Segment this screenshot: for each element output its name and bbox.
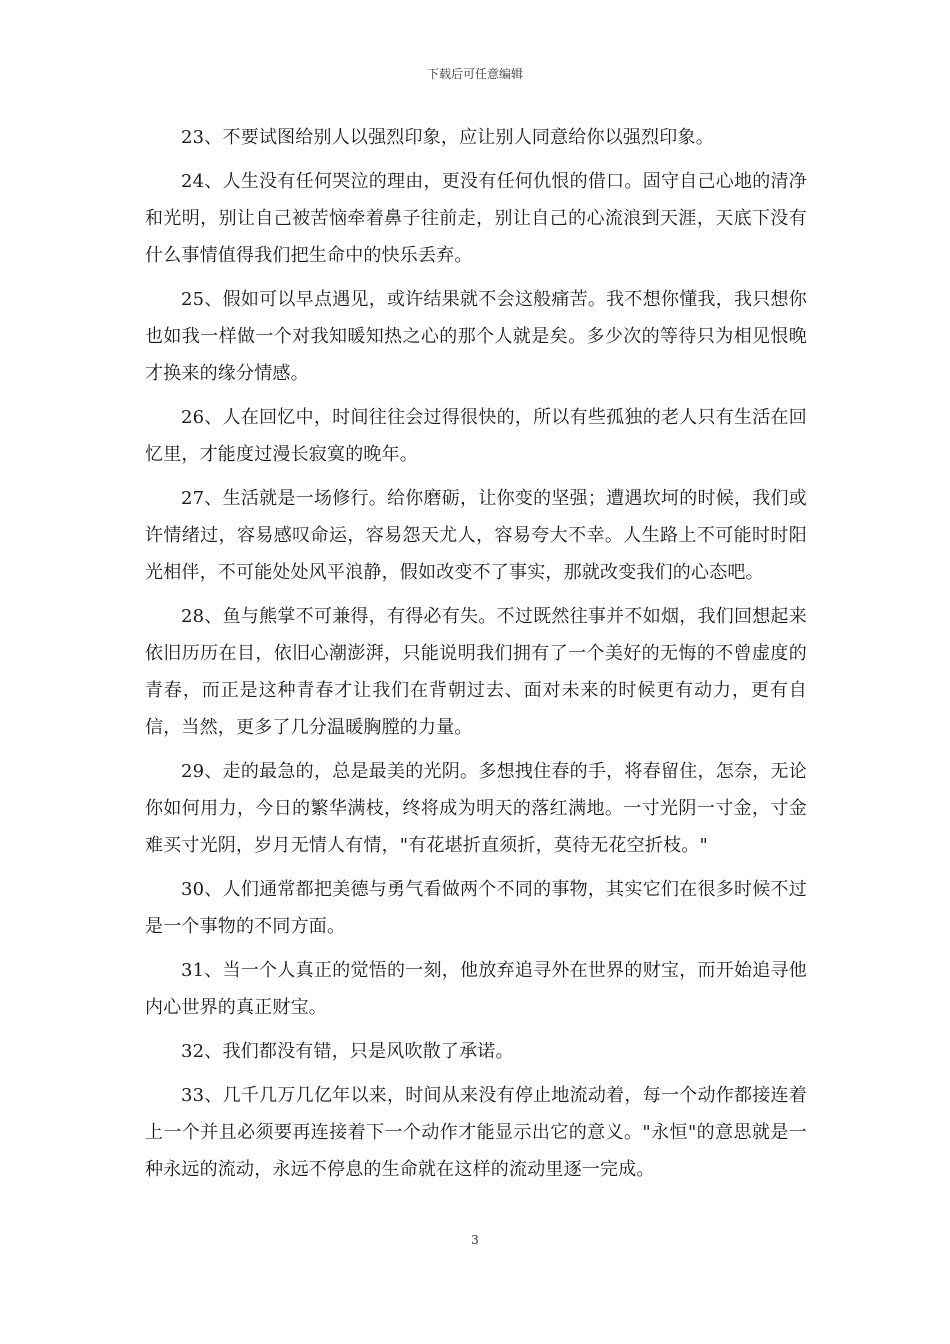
paragraph-32: 32、我们都没有错，只是风吹散了承诺。 — [181, 1041, 514, 1062]
paragraph-28: 28、鱼与熊掌不可兼得，有得必有失。不过既然往事并不如烟，我们回想起来依旧历历在目，依旧心潮澎湃，只能说明我们拥有了一个美好的无悔的不曾虚度的青春，而正是这种青春才让我们在背朝过去、面对未来的时候更有动力，更有自信，当然，更多了几分温暖胸膛的力量。 — [145, 606, 807, 738]
paragraph-30: 30、人们通常都把美德与勇气看做两个不同的事物，其实它们在很多时候不过是一个事物的不同方面。 — [145, 879, 807, 937]
document-body — [145, 119, 807, 1195]
paragraph-23: 23、不要试图给别人以强烈印象，应让别人同意给你以强烈印象。 — [181, 127, 714, 148]
paragraph-26: 26、人在回忆中，时间往往会过得很快的，所以有些孤独的老人只有生活在回忆里，才能度过漫长寂寞的晚年。 — [145, 407, 807, 465]
paragraph-29: 29、走的最急的，总是最美的光阴。多想拽住春的手，将春留住，怎奈，无论你如何用力，今日的繁华满枝，终将成为明天的落红满地。一寸光阴一寸金，寸金难买寸光阴，岁月无情人有情，"有花堪折直须折，莫待无花空折枝。" — [145, 761, 807, 856]
page-number: 3 — [471, 1233, 479, 1247]
paragraph-31: 31、当一个人真正的觉悟的一刻，他放弃追寻外在世界的财宝，而开始追寻他内心世界的真正财宝。 — [145, 960, 807, 1018]
paragraph-25: 25、假如可以早点遇见，或许结果就不会这般痛苦。我不想你懂我，我只想你也如我一样做一个对我知暖知热之心的那个人就是矣。多少次的等待只为相见恨晚才换来的缘分情感。 — [145, 289, 807, 384]
page-header: 下载后可任意编辑 — [426, 67, 523, 81]
paragraph-27: 27、生活就是一场修行。给你磨砺，让你变的坚强；遭遇坎坷的时候，我们或许情绪过，容易感叹命运，容易怨天尤人，容易夸大不幸。人生路上不可能时时阳光相伴，不可能处处风平浪静，假如改变不了事实，那就改变我们的心态吧。 — [145, 488, 807, 583]
paragraph-24: 24、人生没有任何哭泣的理由，更没有任何仇恨的借口。固守自己心地的清净和光明，别让自己被苦恼牵着鼻子往前走，别让自己的心流浪到天涯，天底下没有什么事情值得我们把生命中的快乐丢弃。 — [145, 171, 807, 266]
paragraph-33: 33、几千几万几亿年以来，时间从来没有停止地流动着，每一个动作都接连着上一个并且必须要再连接着下一个动作才能显示出它的意义。"永恒"的意思就是一种永远的流动，永远不停息的生命就在这样的流动里逐一完成。 — [145, 1085, 807, 1180]
